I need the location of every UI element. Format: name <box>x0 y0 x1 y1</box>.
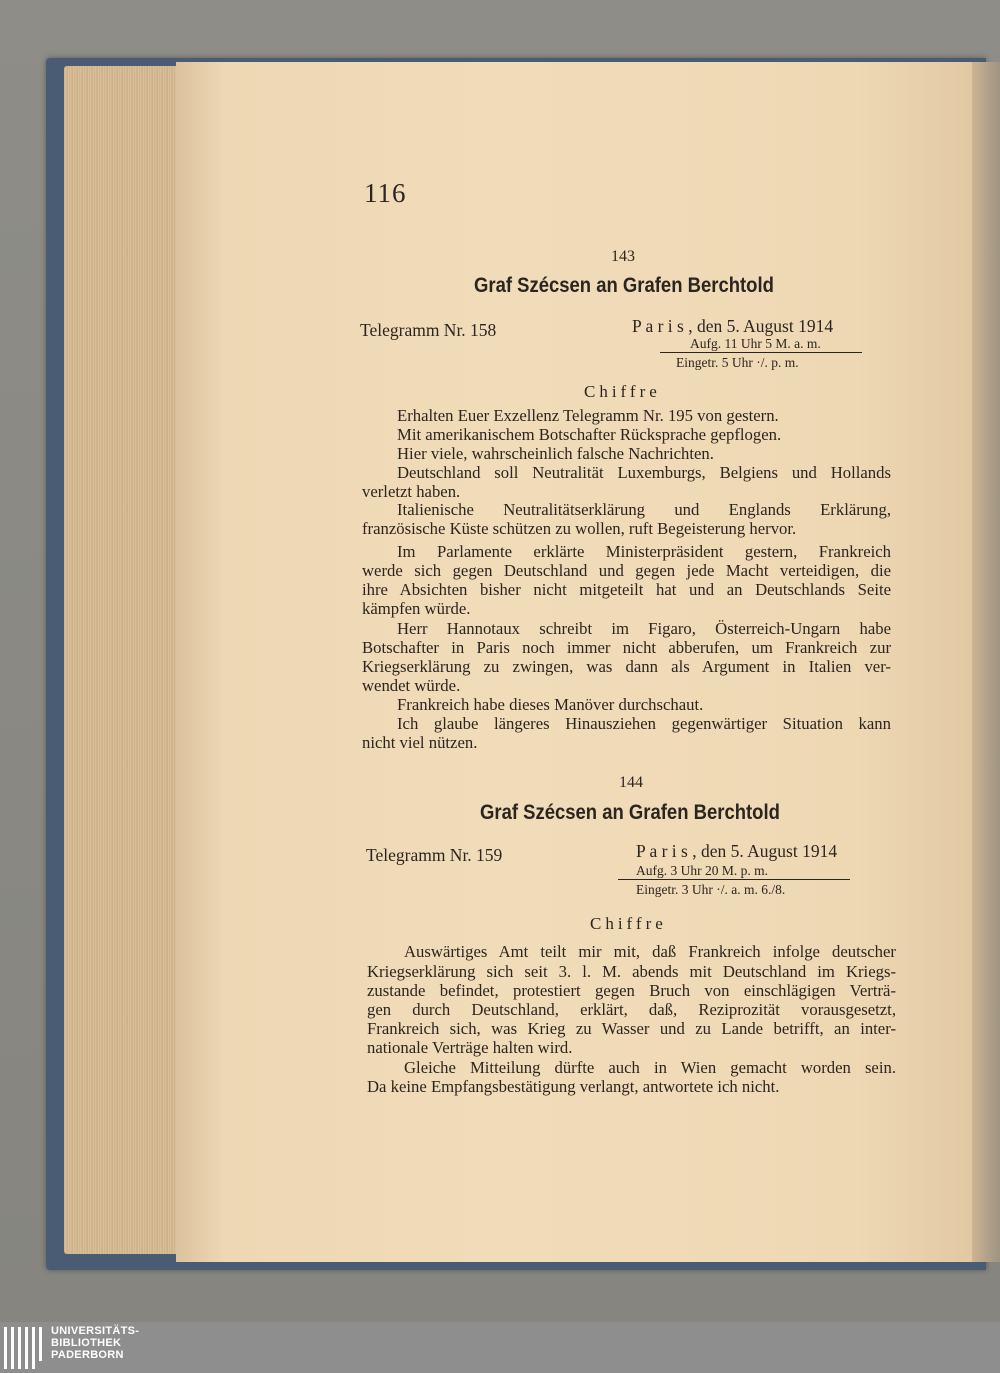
page-gutter <box>972 62 1000 1262</box>
time-rule <box>660 352 862 353</box>
text-line: Im Parlamente erklärte Ministerpräsident gestern, Frankreich <box>397 542 891 561</box>
text-line: kämpfen würde. <box>362 599 471 618</box>
text-line: französische Küste schützen zu wollen, ruft Begeisterung hervor. <box>362 519 797 538</box>
document-heading: Graf Szécsen an Grafen Berchtold <box>480 801 780 824</box>
text-line: Deutschland soll Neutralität Luxemburgs, Belgiens und Hollands <box>397 463 891 482</box>
text-line: nicht viel nützen. <box>362 733 478 752</box>
telegram-number: Telegramm Nr. 158 <box>360 320 497 340</box>
text-line: Mit amerikanischem Botschafter Rücksprache gepflogen. <box>397 425 782 444</box>
logo-line-3: PADERBORN <box>51 1349 124 1361</box>
library-logo-text <box>51 1325 139 1361</box>
place-date: P a r i s , den 5. August 1914 <box>636 841 838 861</box>
text-line: Da keine Empfangsbestätigung verlangt, antwortete ich nicht. <box>367 1077 780 1096</box>
text-line: Hier viele, wahrscheinlich falsche Nachrichten. <box>397 444 714 463</box>
dispatch-time: Aufg. 3 Uhr 20 M. p. m. <box>636 863 768 878</box>
received-time: Eingetr. 3 Uhr ·/. a. m. 6./8. <box>636 882 786 897</box>
page-edges <box>64 66 180 1254</box>
document-number: 144 <box>619 774 643 791</box>
text-line: Kriegserklärung zu zwingen, was dann als Argument in Italien ver- <box>362 657 891 676</box>
text-line: Frankreich habe dieses Manöver durchschaut. <box>397 695 704 714</box>
logo-line-1: UNIVERSITÄTS- <box>51 1325 140 1337</box>
place-date: P a r i s , den 5. August 1914 <box>632 316 834 336</box>
cipher-label: Chiffre <box>584 382 661 401</box>
text-line: Herr Hannotaux schreibt im Figaro, Österreich-Ungarn habe <box>397 619 891 638</box>
cipher-label: Chiffre <box>590 914 667 933</box>
document-number: 143 <box>611 248 635 265</box>
text-line: werde sich gegen Deutschland und gegen jede Macht verteidigen, die <box>362 561 891 580</box>
dispatch-time: Aufg. 11 Uhr 5 M. a. m. <box>690 336 821 351</box>
text-line: Ich glaube längeres Hinausziehen gegenwärtiger Situation kann <box>397 714 891 733</box>
telegram-number: Telegramm Nr. 159 <box>366 845 503 865</box>
text-line: Italienische Neutralitätserklärung und Englands Erklärung, <box>397 500 891 519</box>
document-heading: Graf Szécsen an Grafen Berchtold <box>474 274 774 297</box>
text-line: Botschafter in Paris noch immer nicht abberufen, um Frankreich zur <box>362 638 891 657</box>
logo-line-2: BIBLIOTHEK <box>51 1337 122 1349</box>
text-line: Gleiche Mitteilung dürfte auch in Wien gemacht worden sein. <box>404 1058 896 1077</box>
text-line: gen durch Deutschland, erklärt, daß, Reziprozität vorausgesetzt, <box>367 1000 896 1019</box>
text-line: ihre Absichten bisher nicht mitgeteilt hat und an Deutschlands Seite <box>362 580 891 599</box>
text-line: wendet würde. <box>362 676 461 695</box>
text-line: Auswärtiges Amt teilt mir mit, daß Frankreich infolge deutscher <box>404 942 896 961</box>
time-rule <box>618 879 850 880</box>
text-line: nationale Verträge halten wird. <box>367 1038 573 1057</box>
library-logo-icon <box>4 1327 44 1369</box>
text-line: verletzt haben. <box>362 482 461 501</box>
received-time: Eingetr. 5 Uhr ·/. p. m. <box>676 355 799 370</box>
text-line: Kriegserklärung sich seit 3. l. M. abends mit Deutschland im Kriegs- <box>367 962 896 981</box>
footer-bar <box>0 1322 1000 1373</box>
text-line: Erhalten Euer Exzellenz Telegramm Nr. 195 von gestern. <box>397 406 779 425</box>
text-line: Frankreich sich, was Krieg zu Wasser und zu Lande betrifft, an inter- <box>367 1019 896 1038</box>
page-number: 116 <box>364 178 407 208</box>
text-line: zustande befindet, protestiert gegen Bruch von einschlägigen Verträ- <box>367 981 896 1000</box>
